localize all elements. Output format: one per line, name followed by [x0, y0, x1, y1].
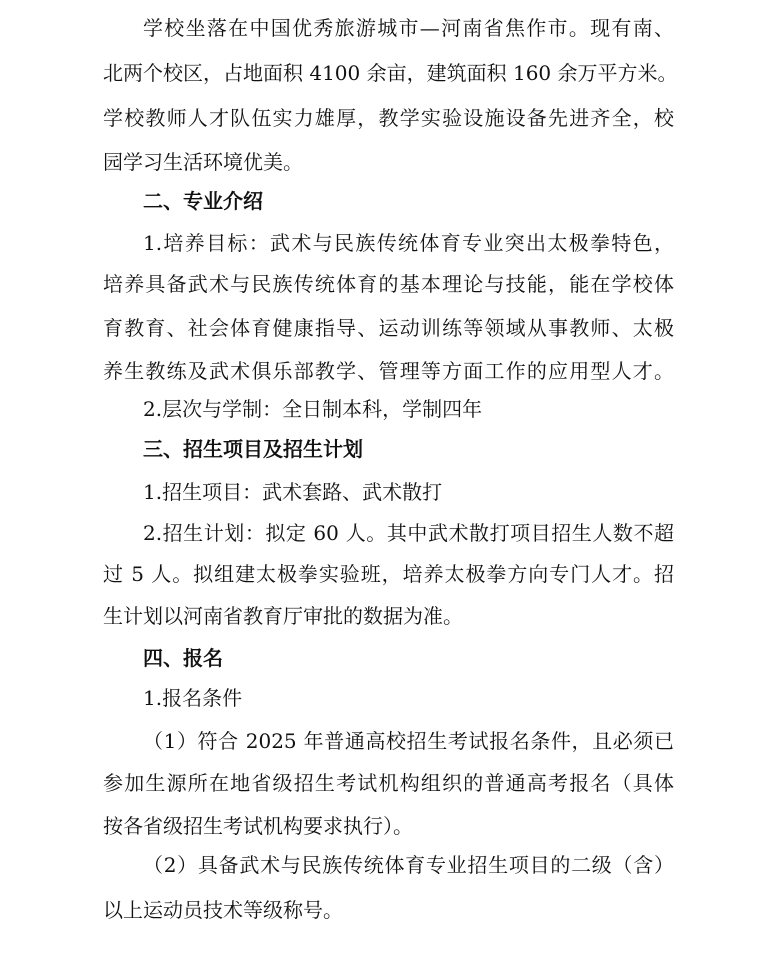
paragraph-line: 2.招生计划：拟定 60 人。其中武术散打项目招生人数不超 — [143, 521, 674, 545]
paragraph-line: 2.层次与学制：全日制本科，学制四年 — [143, 397, 483, 421]
paragraph-line: 学校坐落在中国优秀旅游城市—河南省焦作市。现有南、 — [143, 16, 674, 40]
section-heading: 三、招生项目及招生计划 — [143, 437, 363, 461]
paragraph-line: 园学习生活环境优美。 — [103, 150, 303, 174]
paragraph-line: 北两个校区，占地面积 4100 余亩，建筑面积 160 余万平方米。 — [103, 61, 678, 85]
paragraph-line: 生计划以河南省教育厅审批的数据为准。 — [103, 604, 463, 628]
paragraph-line: 参加生源所在地省级招生考试机构组织的普通高考报名（具体 — [103, 771, 674, 795]
section-heading: 四、报名 — [143, 646, 223, 670]
paragraph-line: 1.招生项目：武术套路、武术散打 — [143, 480, 443, 504]
paragraph-line: 学校教师人才队伍实力雄厚，教学实验设施设备先进齐全，校 — [103, 106, 674, 130]
paragraph-line: 按各省级招生考试机构要求执行）。 — [103, 814, 413, 838]
paragraph-line: 育教育、社会体育健康指导、运动训练等领域从事教师、太极 — [103, 316, 674, 340]
paragraph-line: 过 5 人。拟组建太极拳实验班，培养太极拳方向专门人才。招 — [103, 562, 674, 586]
paragraph-line: （2）具备武术与民族传统体育专业招生项目的二级（含） — [143, 853, 674, 877]
paragraph-line: 1.培养目标：武术与民族传统体育专业突出太极拳特色， — [143, 231, 674, 255]
paragraph-line: 培养具备武术与民族传统体育的基本理论与技能，能在学校体 — [103, 272, 674, 296]
paragraph-line: 1.报名条件 — [143, 686, 243, 710]
paragraph-line: 养生教练及武术俱乐部教学、管理等方面工作的应用型人才。 — [103, 359, 674, 383]
paragraph-line: 以上运动员技术等级称号。 — [103, 898, 343, 922]
section-heading: 二、专业介绍 — [143, 189, 263, 213]
paragraph-line: （1）符合 2025 年普通高校招生考试报名条件，且必须已 — [143, 729, 674, 753]
